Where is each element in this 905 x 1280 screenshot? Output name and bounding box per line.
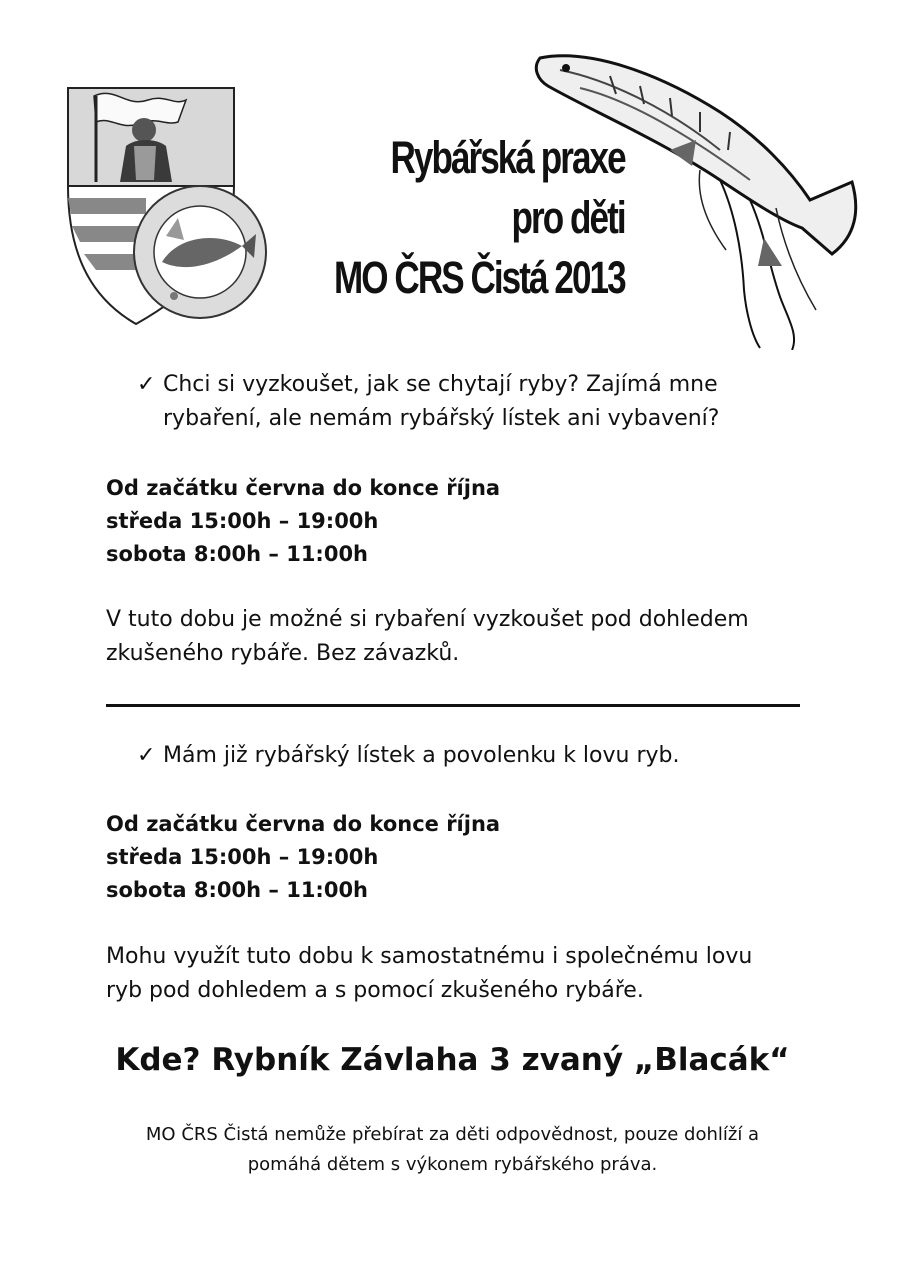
disclaimer	[100, 1120, 805, 1180]
schedule	[106, 472, 500, 571]
title-line: pro děti	[511, 192, 625, 243]
paragraph-line: ryb pod dohledem a s pomocí zkušeného rybáře.	[106, 978, 644, 1003]
check-text: Mám již rybářský lístek a povolenku k lovu ryb.	[163, 743, 680, 768]
section-divider	[106, 704, 800, 707]
checkmark-icon: ✓	[137, 372, 156, 397]
paragraph-line: Mohu využít tuto dobu k samostatnému i společnému lovu	[106, 944, 753, 969]
paragraph	[106, 940, 752, 1008]
schedule	[106, 808, 500, 907]
title-line: MO ČRS Čistá 2013	[334, 252, 625, 303]
paragraph	[106, 603, 749, 671]
schedule-line: sobota 8:00h – 11:00h	[106, 542, 369, 566]
schedule-line: Od začátku června do konce října	[106, 812, 501, 836]
schedule-line: Od začátku června do konce října	[106, 476, 501, 500]
location-heading: Kde? Rybník Závlaha 3 zvaný „Blacák“	[115, 1042, 790, 1078]
schedule-line: středa 15:00h – 19:00h	[106, 845, 379, 869]
checklist-item	[137, 739, 679, 773]
schedule-line: středa 15:00h – 19:00h	[106, 509, 379, 533]
check-text: rybaření, ale nemám rybářský lístek ani vybavení?	[163, 406, 720, 431]
checklist-item	[137, 368, 719, 436]
paragraph-line: zkušeného rybáře. Bez závazků.	[106, 641, 460, 666]
club-crest-logo	[66, 86, 271, 326]
disclaimer-line: pomáhá dětem s výkonem rybářského práva.	[247, 1154, 658, 1175]
page-title	[334, 128, 625, 308]
title-line: Rybářská praxe	[390, 132, 625, 183]
checkmark-icon: ✓	[137, 743, 156, 768]
disclaimer-line: MO ČRS Čistá nemůže přebírat za děti odpovědnost, pouze dohlíží a	[145, 1124, 760, 1145]
schedule-line: sobota 8:00h – 11:00h	[106, 878, 369, 902]
paragraph-line: V tuto dobu je možné si rybaření vyzkoušet pod dohledem	[106, 607, 749, 632]
check-text: Chci si vyzkoušet, jak se chytají ryby? Zajímá mne	[163, 372, 718, 397]
